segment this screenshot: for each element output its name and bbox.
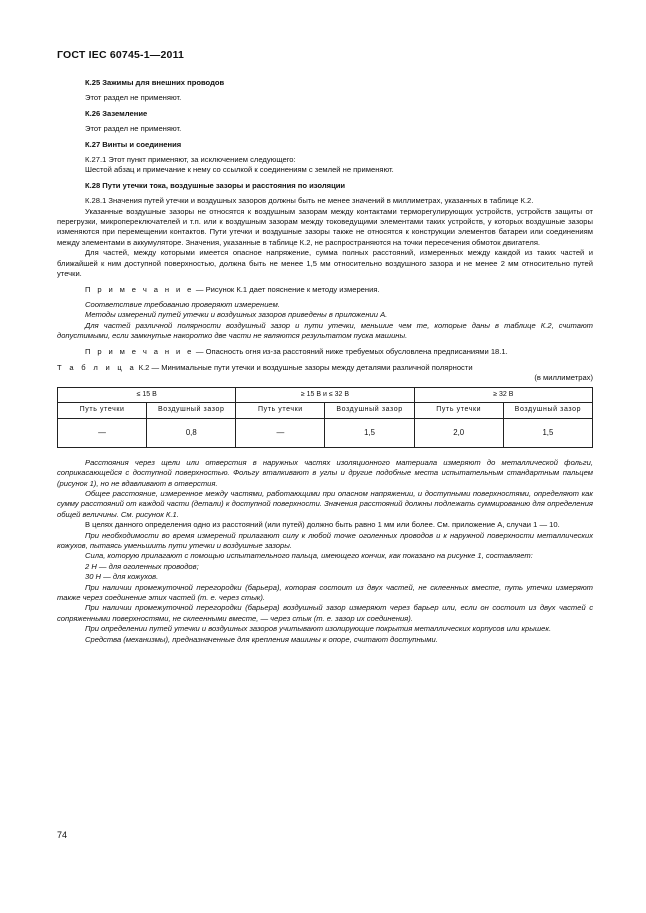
clause-k28-1: К.28.1 Значения путей утечки и воздушных зазоров должны быть не менее значений в миллиметрах, указанных в таблице К.2. [85, 196, 534, 206]
note-2 [57, 347, 593, 357]
paragraph-finger-force: Сила, которую прилагают с помощью испытательного пальца, имеющего кончик, как показано на рисунке 1, составляет: [85, 551, 533, 561]
clause-k27-1: К.27.1 Этот пункт применяют, за исключением следующего: [85, 155, 296, 165]
subheader-cell: Путь утечки [236, 402, 325, 418]
value-cell: 1,5 [503, 418, 592, 447]
paragraph-total-distance: Общее расстояние, измеренное между частями, работающими при опасном напряжении, и доступными поверхностями, определяют как сумму расстояний от каждой части (детали) к доступной поверхности. Значения расстояний должны подлежать суммированию для определения общей величины. См. рисунок К.1. [57, 488, 593, 519]
section-k27-title: К.27 Винты и соединения [85, 139, 182, 149]
paragraph-danger: Для частей, между которыми имеется опасное напряжение, сумма полных расстояний, измеренных между каждой из таких частей и ближайшей к ним доступной поверхностью, должна быть не менее 1,5 мм относительно воздушного зазора и не менее 2 мм относительно путей утечки. [57, 248, 593, 279]
table-subheader-row [58, 402, 593, 418]
paragraph-barrier-clearance: При наличии промежуточной перегородки (барьера) воздушный зазор измеряют через барьер или, если он состоит из двух частей с сопряженными поверхностями, не склеенными вместе, — через стык (т. е. зазор их соединения). [57, 603, 593, 623]
note-2-text: — Опасность огня из-за расстояний ниже требуемых обусловлена предписаниями 18.1. [193, 346, 508, 356]
note-1 [57, 285, 593, 295]
paragraph-force: При необходимости во время измерений прилагают силу к любой точке оголенных проводов и к наружной поверхности металлических кожухов, пытаясь уменьшить пути утечки и воздушные зазоры. [57, 530, 593, 550]
table-caption-label: Т а б л и ц а [57, 362, 137, 372]
group-header: ≥ 32 В [414, 387, 592, 402]
subheader-cell: Воздушный зазор [503, 402, 592, 418]
force-item-wires: 2 Н — для оголенных проводов; [85, 561, 199, 571]
page-number: 74 [57, 830, 68, 840]
paragraph-mounting: Средства (механизмы), предназначенные для крепления машины к опоре, считают доступными. [85, 634, 438, 644]
italic-methods: Методы измерений путей утечки и воздушных зазоров приведены в приложении А. [85, 310, 388, 320]
note-1-label: П р и м е ч а н и е [85, 284, 194, 294]
paragraph-foil: Расстояния через щели или отверстия в наружных частях изоляционного материала измеряют до металлической фольги, соприкасающейся с доступной поверхностью. Фольгу вталкивают в углы и другие подобные места испытательным стандартным пальцем (рисунок 1), но не вдавливают в отверстия. [57, 457, 593, 488]
italic-polarity: Для частей различной полярности воздушный зазор и пути утечки, меньшие чем те, которые даны в таблице К.2, считают допустимыми, если замкнутые накоротко две части не являются результатом пуска машины. [57, 320, 593, 341]
subheader-cell: Путь утечки [58, 402, 147, 418]
paragraph-barrier-creepage: При наличии промежуточной перегородки (барьера), которая состоит из двух частей, не склеенных вместе, путь утечки измеряют также через соединение этих частей (т. е. через стык). [57, 582, 593, 603]
value-cell: 1,5 [325, 418, 414, 447]
paragraph-definition: В целях данного определения одно из расстояний (или путей) должно быть равно 1 мм или более. См. приложение А, случаи 1 — 10. [85, 520, 560, 530]
section-k25-title: К.25 Зажимы для внешних проводов [85, 78, 225, 87]
clearance-table [57, 387, 593, 448]
standard-header: ГОСТ IEC 60745-1—2011 [57, 49, 185, 61]
subheader-cell: Воздушный зазор [325, 402, 414, 418]
section-k26-title: К.26 Заземление [85, 108, 148, 118]
subheader-cell: Путь утечки [414, 402, 503, 418]
paragraph-thermo: Указанные воздушные зазоры не относятся к воздушным зазорам между контактами терморегулирующих устройств, устройств защиты от перегрузки, микропереключателей и т.п. или к воздушным зазорам между токоведущими элементами таких устройств, у которых воздушные зазоры изменяются при перемещении контактов. Пути утечки и воздушные зазоры также не относятся к конструкции элементов батареи или соединениям между элементами в аккумуляторе. Значения, указанные в таблице К.2, не распространяются на точки пересечения обмоток двигателя. [57, 206, 593, 247]
group-header: ≥ 15 В и ≤ 32 В [236, 387, 414, 402]
table-group-header-row [58, 387, 593, 402]
section-k26-text: Этот раздел не применяют. [85, 124, 182, 134]
subheader-cell: Воздушный зазор [147, 402, 236, 418]
value-cell: 0,8 [147, 418, 236, 447]
note-2-label: П р и м е ч а н и е [85, 346, 194, 356]
table-value-row [58, 418, 593, 447]
italic-check: Соответствие требованию проверяют измерением. [85, 299, 280, 309]
note-1-text: — Рисунок К.1 дает пояснение к методу измерения. [193, 284, 380, 294]
group-header: ≤ 15 В [58, 387, 236, 402]
table-caption [57, 363, 593, 373]
section-k28-title: К.28 Пути утечки тока, воздушные зазоры и расстояния по изоляции [85, 180, 346, 190]
force-item-enclosures: 30 Н — для кожухов. [85, 572, 159, 582]
value-cell: 2,0 [414, 418, 503, 447]
table-units: (в миллиметрах) [534, 373, 593, 383]
table-caption-text: К.2 — Минимальные пути утечки и воздушные зазоры между деталями различной полярности [136, 362, 473, 372]
value-cell: — [58, 418, 147, 447]
paragraph-coatings: При определении путей утечки и воздушных зазоров учитывают изолирующие покрытия металлических корпусов или крышек. [85, 624, 552, 634]
section-k25-text: Этот раздел не применяют. [85, 93, 182, 103]
value-cell: — [236, 418, 325, 447]
clause-k27-2: Шестой абзац и примечание к нему со ссылкой к соединениям с землей не применяют. [85, 165, 394, 175]
page-content [57, 78, 593, 645]
